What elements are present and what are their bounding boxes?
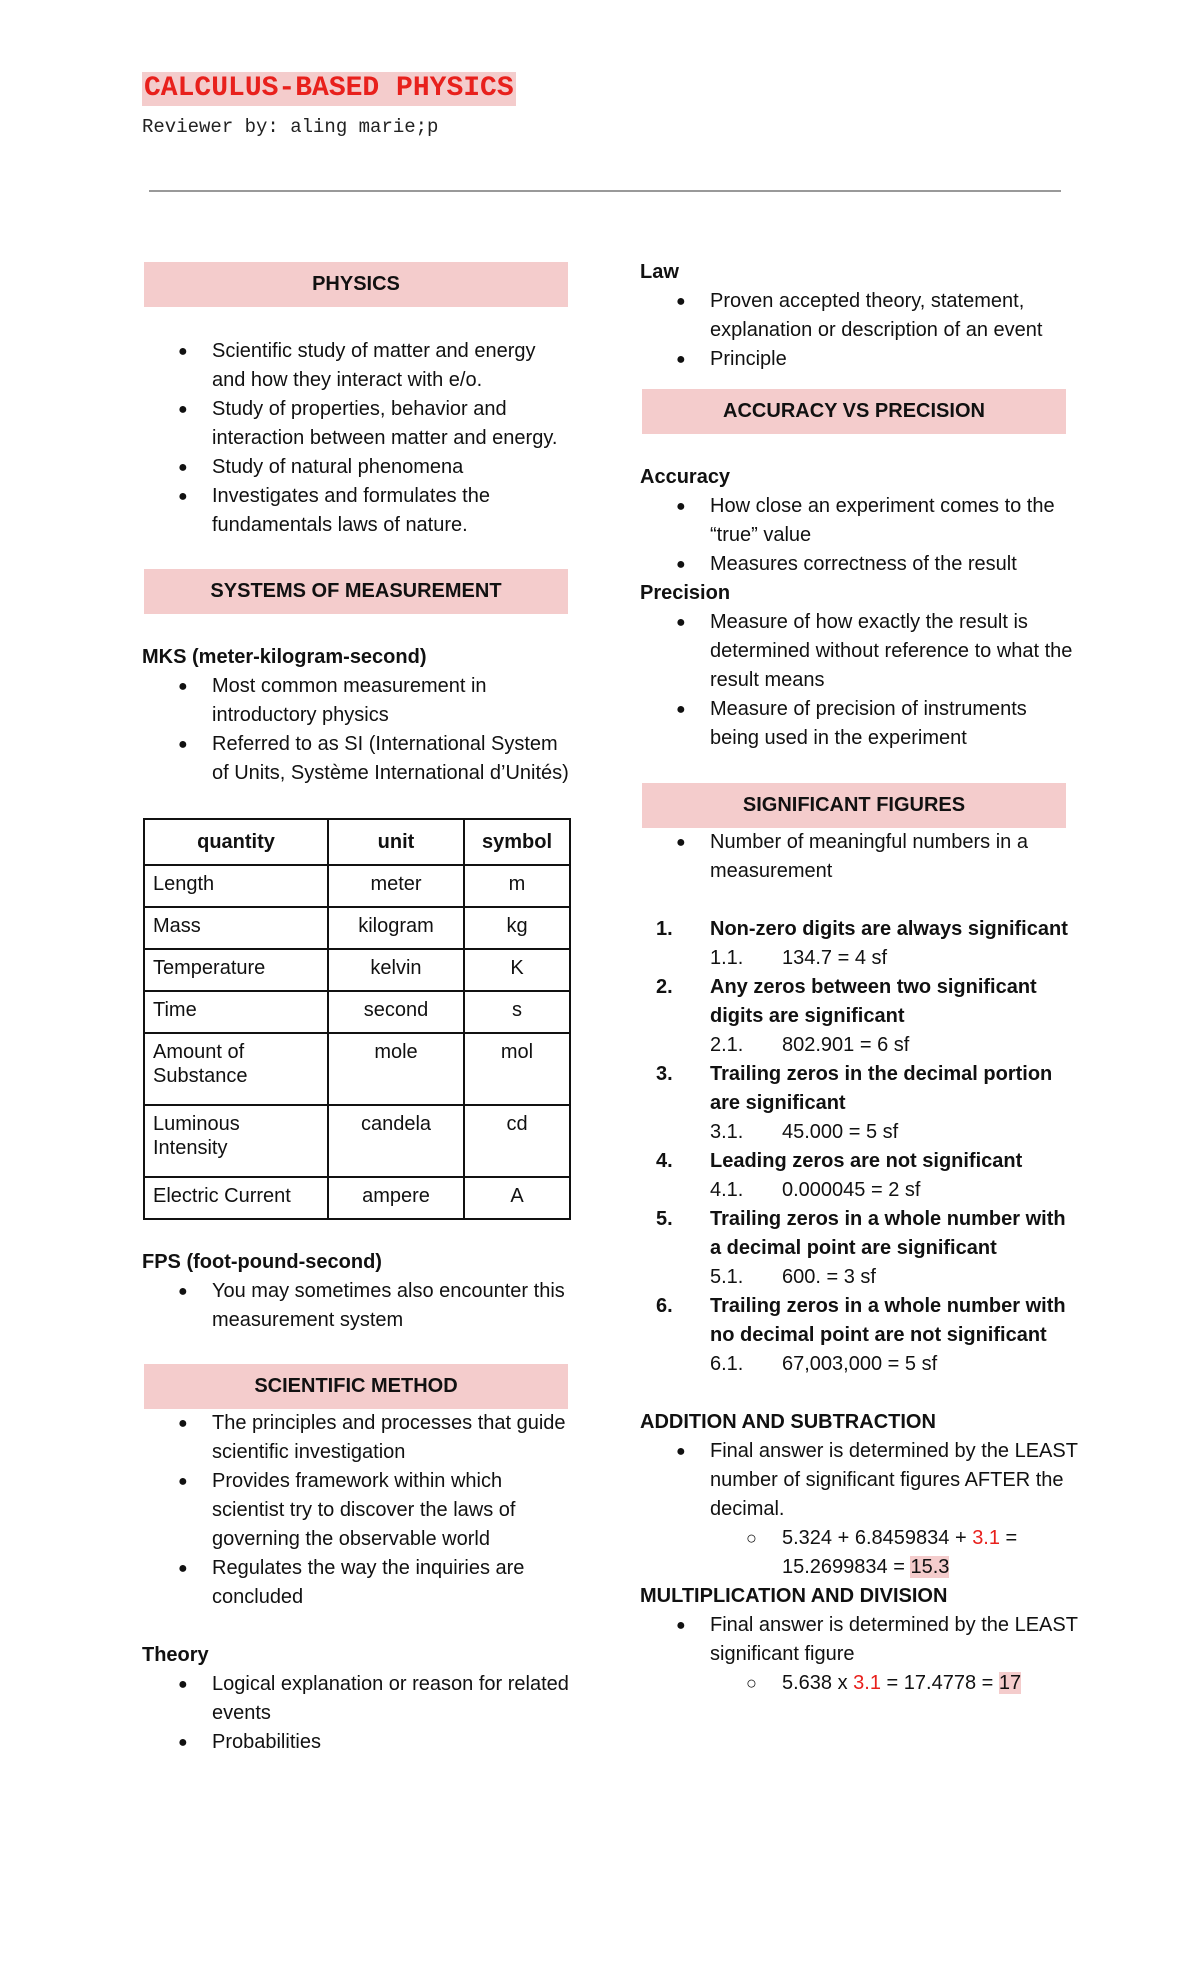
list-item: ● Final answer is determined by the LEAST significant figure [640, 1611, 1080, 1669]
document-header [142, 72, 516, 138]
list-item: ● Regulates the way the inquiries are concluded [142, 1554, 572, 1612]
table-header-row [144, 819, 570, 865]
muldiv-example [640, 1669, 1080, 1698]
muldiv-example-list [640, 1669, 1080, 1698]
list-item: ● Principle [640, 345, 1080, 374]
list-item [640, 1147, 1080, 1205]
mks-title: MKS (meter-kilogram-second) [142, 646, 427, 668]
sigfigs-intro-list [640, 828, 1080, 886]
example-number: 6.1. [710, 1353, 744, 1375]
list-item [640, 973, 1080, 1060]
table-cell: second [328, 991, 464, 1033]
list-item: ● Probabilities [142, 1728, 572, 1757]
table-cell: s [464, 991, 570, 1033]
example-number: 2.1. [710, 1034, 744, 1056]
example-number: 3.1. [710, 1121, 744, 1143]
units-table [143, 818, 571, 1220]
list-item: ● Study of natural phenomena [142, 453, 572, 482]
left-column [142, 262, 572, 1757]
method-heading: SCIENTIFIC METHOD [144, 1364, 568, 1409]
accuracy-heading: ACCURACY VS PRECISION [642, 389, 1066, 434]
method-list [142, 1409, 572, 1612]
rule-text: Leading zeros are not significant [710, 1150, 1023, 1172]
example-part: 5.324 + 6.8459834 + [782, 1527, 973, 1549]
table-row [144, 1033, 570, 1105]
table-row [144, 991, 570, 1033]
table-row [144, 865, 570, 907]
addsub-example [640, 1524, 1080, 1582]
list-item [640, 1060, 1080, 1147]
table-cell: candela [328, 1105, 464, 1177]
table-cell: ampere [328, 1177, 464, 1219]
column-header: symbol [464, 819, 570, 865]
example-text: 0.000045 = 2 sf [782, 1179, 921, 1201]
table-row [144, 1105, 570, 1177]
sigfigs-rules [640, 915, 1080, 1379]
precision-list [640, 608, 1080, 753]
list-item: ● Study of properties, behavior and interaction between matter and energy. [142, 395, 572, 453]
rule-number: 4. [656, 1150, 673, 1172]
column-header: quantity [144, 819, 328, 865]
rule-example [640, 1031, 1080, 1060]
rule-example [640, 1118, 1080, 1147]
physics-heading: PHYSICS [144, 262, 568, 307]
list-item: ● The principles and processes that guide scientific investigation [142, 1409, 572, 1467]
rule-text: Non-zero digits are always significant [710, 918, 1068, 940]
example-text: 802.901 = 6 sf [782, 1034, 910, 1056]
document-title: CALCULUS-BASED PHYSICS [144, 73, 514, 104]
rule-text: Trailing zeros in the decimal portion are significant [710, 1063, 1053, 1114]
rule-text: Trailing zeros in a whole number with a decimal point are significant [710, 1208, 1066, 1259]
table-cell: Temperature [144, 949, 328, 991]
accuracy-list [640, 492, 1080, 579]
rule-number: 3. [656, 1063, 673, 1085]
rule-example [640, 944, 1080, 973]
example-part: 5.638 x [782, 1672, 854, 1694]
rule-example [640, 1263, 1080, 1292]
table-cell: mol [464, 1033, 570, 1105]
list-item [640, 1205, 1080, 1292]
table-cell: m [464, 865, 570, 907]
rounded-result: 15.3 [910, 1556, 950, 1578]
law-title: Law [640, 261, 679, 283]
table-row [144, 907, 570, 949]
example-text: 45.000 = 5 sf [782, 1121, 899, 1143]
list-item: ● Referred to as SI (International System of Units, Système International d’Unités) [142, 730, 572, 788]
list-item [640, 1292, 1080, 1379]
list-item: ● Provides framework within which scientist try to discover the laws of governing the observable world [142, 1467, 572, 1554]
column-header: unit [328, 819, 464, 865]
example-part: = 17.4778 = [880, 1672, 999, 1694]
table-cell: mole [328, 1033, 464, 1105]
muldiv-list [640, 1611, 1080, 1669]
table-cell: Time [144, 991, 328, 1033]
example-number: 4.1. [710, 1179, 744, 1201]
table-cell: Length [144, 865, 328, 907]
law-list [640, 287, 1080, 374]
rule-number: 6. [656, 1295, 673, 1317]
reviewer-line: Reviewer by: aling marie;p [142, 116, 439, 138]
example-number: 1.1. [710, 947, 744, 969]
theory-list [142, 1670, 572, 1757]
list-item: ● Measure of how exactly the result is determined without reference to what the result means [640, 608, 1080, 695]
table-cell: meter [328, 865, 464, 907]
list-item: ● You may sometimes also encounter this measurement system [142, 1277, 572, 1335]
table-cell: kilogram [328, 907, 464, 949]
list-item: ● Measures correctness of the result [640, 550, 1080, 579]
rule-example [640, 1350, 1080, 1379]
addsub-title: ADDITION AND SUBTRACTION [640, 1411, 936, 1433]
example-text: 134.7 = 4 sf [782, 947, 888, 969]
table-cell: kelvin [328, 949, 464, 991]
list-item: ● Scientific study of matter and energy and how they interact with e/o. [142, 337, 572, 395]
mks-list [142, 672, 572, 788]
rule-number: 2. [656, 976, 673, 998]
example-number: 5.1. [710, 1266, 744, 1288]
precision-title: Precision [640, 582, 731, 604]
list-item: ● Most common measurement in introductory physics [142, 672, 572, 730]
table-row [144, 1177, 570, 1219]
physics-list [142, 337, 572, 540]
theory-title: Theory [142, 1644, 209, 1666]
rule-text: Any zeros between two significant digits are significant [710, 976, 1037, 1027]
fps-title: FPS (foot-pound-second) [142, 1251, 382, 1273]
table-cell: kg [464, 907, 570, 949]
right-column [640, 258, 1080, 1698]
table-cell: Mass [144, 907, 328, 949]
list-item: ● Final answer is determined by the LEAST number of significant figures AFTER the decimal. [640, 1437, 1080, 1524]
rule-number: 1. [656, 918, 673, 940]
list-item: ● Number of meaningful numbers in a measurement [640, 828, 1080, 886]
addsub-example-list [640, 1524, 1080, 1582]
list-item: ● Logical explanation or reason for related events [142, 1670, 572, 1728]
measurement-heading: SYSTEMS OF MEASUREMENT [144, 569, 568, 614]
rounded-result: 17 [998, 1672, 1022, 1694]
example-part: = 15.2699834 = [782, 1527, 1018, 1578]
sigfigs-heading: SIGNIFICANT FIGURES [642, 783, 1066, 828]
list-item [640, 915, 1080, 973]
rule-example [640, 1176, 1080, 1205]
list-item: ● How close an experiment comes to the “true” value [640, 492, 1080, 550]
example-text: 600. = 3 sf [782, 1266, 876, 1288]
list-item: ● Investigates and formulates the fundamentals laws of nature. [142, 482, 572, 540]
table-cell: Amount of Substance [144, 1033, 328, 1105]
rule-text: Trailing zeros in a whole number with no decimal point are not significant [710, 1295, 1066, 1346]
table-cell: Electric Current [144, 1177, 328, 1219]
least-precise-value: 3.1 [853, 1672, 881, 1694]
table-cell: A [464, 1177, 570, 1219]
list-item: ● Measure of precision of instruments being used in the experiment [640, 695, 1080, 753]
table-row [144, 949, 570, 991]
least-precise-value: 3.1 [972, 1527, 1000, 1549]
table-cell: cd [464, 1105, 570, 1177]
example-text: 67,003,000 = 5 sf [782, 1353, 938, 1375]
accuracy-title: Accuracy [640, 466, 731, 488]
fps-list [142, 1277, 572, 1335]
list-item: ● Proven accepted theory, statement, explanation or description of an event [640, 287, 1080, 345]
table-cell: K [464, 949, 570, 991]
addsub-list [640, 1437, 1080, 1524]
table-cell: Luminous Intensity [144, 1105, 328, 1177]
horizontal-divider [149, 190, 1061, 192]
muldiv-title: MULTIPLICATION AND DIVISION [640, 1585, 948, 1607]
rule-number: 5. [656, 1208, 673, 1230]
